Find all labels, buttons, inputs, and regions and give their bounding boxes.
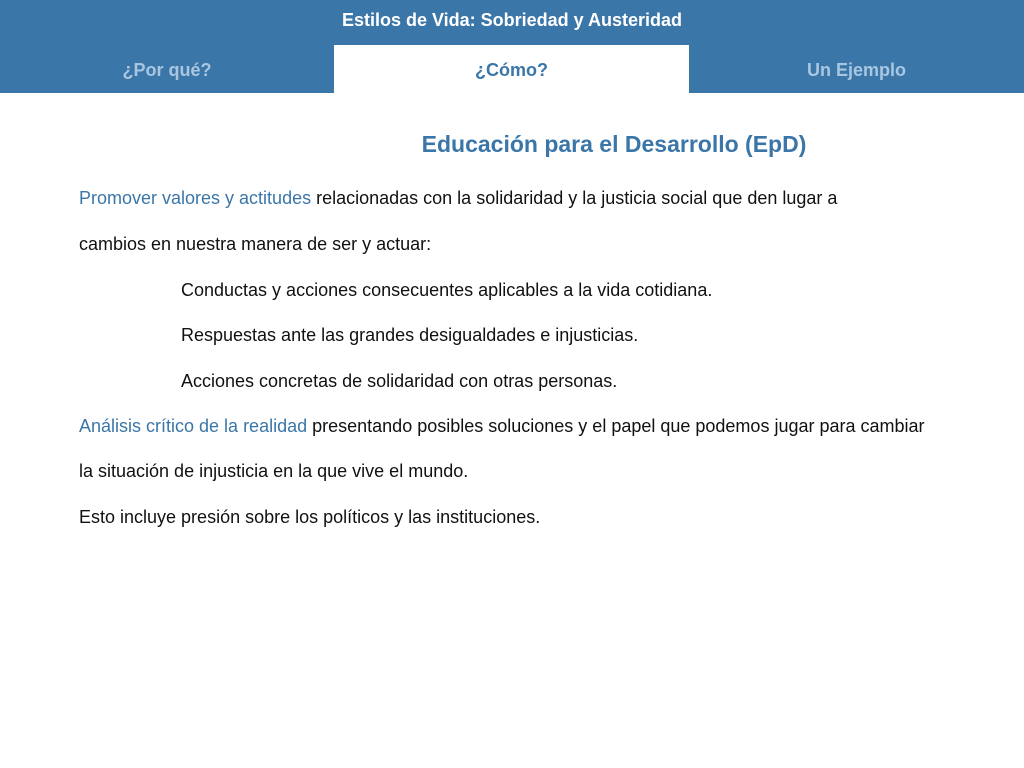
tab-un-ejemplo[interactable]: Un Ejemplo [806, 60, 906, 80]
paragraph-1-line-2: cambios en nuestra manera de ser y actuar: [79, 234, 432, 254]
paragraph-2-line-1 [79, 415, 925, 437]
bullet-item: Respuestas ante las grandes desigualdades e injusticias. [181, 325, 639, 345]
bullet-item: Acciones concretas de solidaridad con otras personas. [181, 371, 618, 391]
paragraph-1-line-1 [79, 187, 837, 209]
tab-como[interactable]: ¿Cómo? [334, 45, 689, 93]
paragraph-2-text: presentando posibles soluciones y el papel que podemos jugar para cambiar [307, 416, 925, 436]
paragraph-3: Esto incluye presión sobre los políticos y las instituciones. [79, 507, 541, 527]
section-heading: Educación para el Desarrollo (EpD) [421, 131, 807, 157]
bullet-item: Conductas y acciones consecuentes aplicables a la vida cotidiana. [181, 280, 713, 300]
page-title: Estilos de Vida: Sobriedad y Austeridad [341, 10, 683, 30]
highlight-analisis: Análisis crítico de la realidad [79, 416, 308, 436]
paragraph-2-line-2: la situación de injusticia en la que vive el mundo. [79, 461, 469, 481]
paragraph-1-text: relacionadas con la solidaridad y la justicia social que den lugar a [311, 188, 838, 208]
tab-por-que[interactable]: ¿Por qué? [122, 60, 212, 80]
highlight-promover: Promover valores y actitudes [79, 188, 312, 208]
